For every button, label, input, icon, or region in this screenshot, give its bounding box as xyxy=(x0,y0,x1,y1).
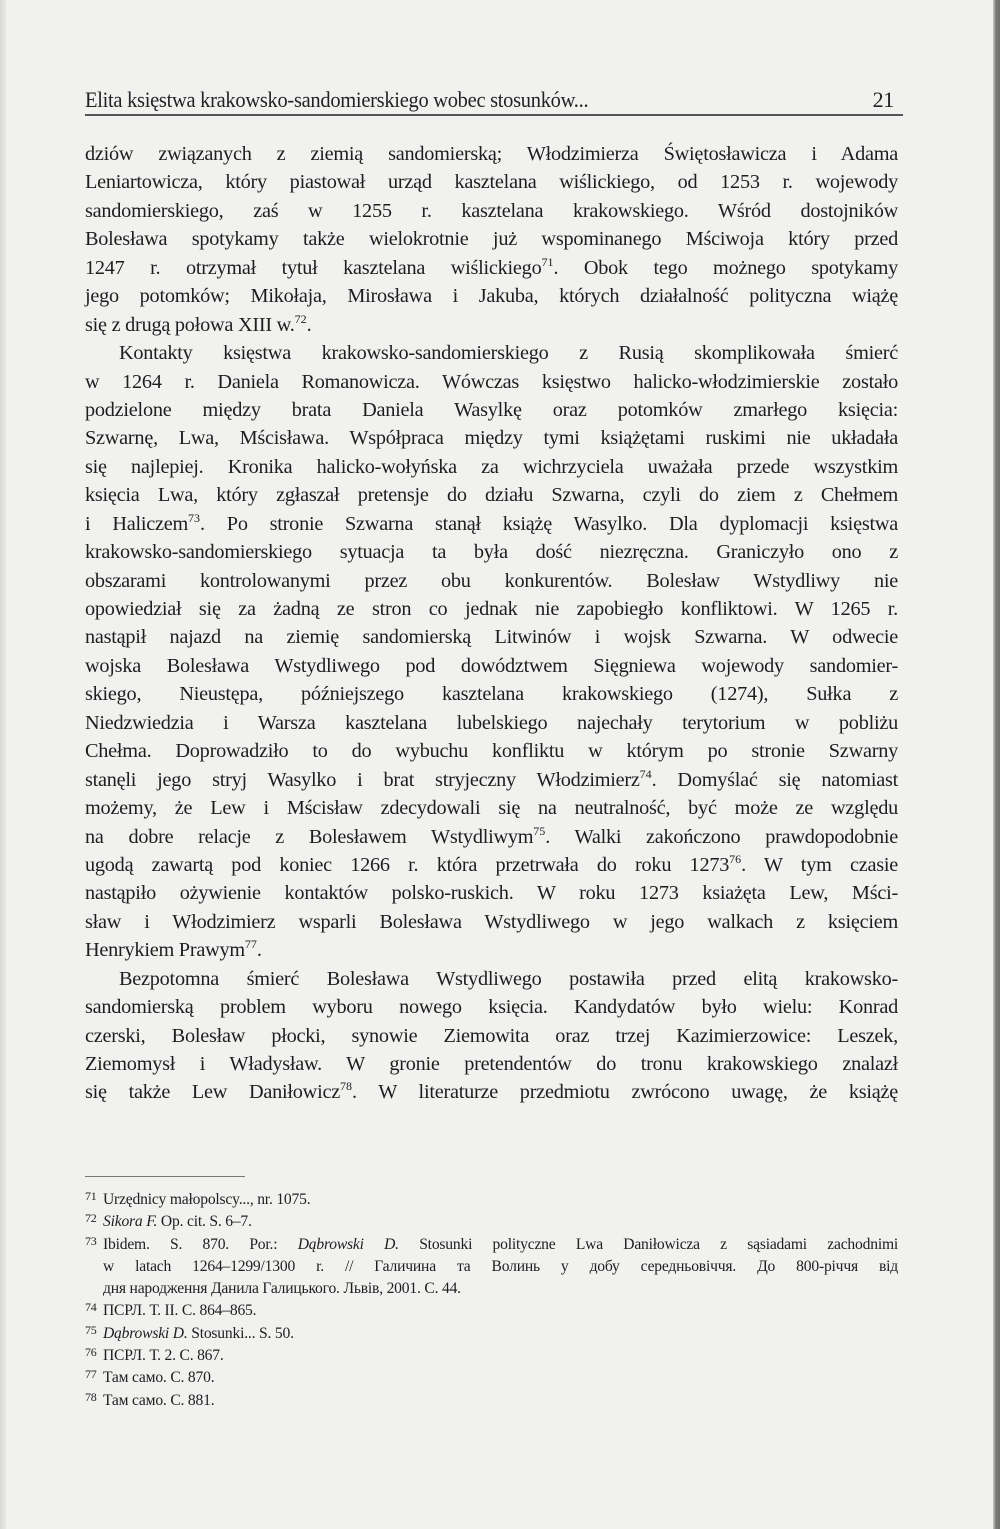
text-line: krakowsko-sandomierskiego sytuacja ta była dość niezręczna. Graniczyło ono z xyxy=(85,541,898,564)
text-line: skiego, Nieustępa, późniejszego kasztelana krakowskiego (1274), Sułka z xyxy=(85,683,898,706)
footnote-ref-78[interactable]: 78 xyxy=(339,1079,352,1094)
footnote-prefix: Ibidem. S. 870. Por.: xyxy=(103,1235,298,1253)
footnote-citation: Op. cit. S. 6–7. xyxy=(157,1213,252,1231)
footnote-author: Dąbrowski D. xyxy=(103,1324,188,1342)
text-line: w 1264 r. Daniela Romanowicza. Wówczas księstwo halicko-włodzimierskie zostało xyxy=(85,370,898,393)
footnote-number: 76 xyxy=(85,1345,97,1360)
footnote-ref-76[interactable]: 76 xyxy=(729,851,742,866)
text-line xyxy=(85,766,898,794)
text-line: nastąpił najazd na ziemię sandomierską Litwinów i wojsk Szwarna. W odwecie xyxy=(85,626,898,649)
paragraph-3 xyxy=(85,965,898,1107)
text-line: podzielone między brata Daniela Wasylkę oraz potomków zmarłego księcia: xyxy=(85,398,898,421)
footnote-ref-77[interactable]: 77 xyxy=(244,937,257,952)
text-segment: . W tym czasie xyxy=(741,853,898,876)
text-segment: Henrykiem Prawym xyxy=(85,939,245,962)
footnote-rule xyxy=(85,1176,245,1177)
text-segment: . Obok tego możnego spotykamy xyxy=(553,256,898,279)
text-line: Bezpotomna śmierć Bolesława Wstydliwego postawiła przed elitą krakowsko- xyxy=(119,967,898,990)
text-segment: . Domyślać się natomiast xyxy=(651,768,899,791)
footnote-74 xyxy=(85,1300,898,1322)
footnote-number: 72 xyxy=(85,1211,97,1226)
text-line: sandomierską problem wyboru nowego księcia. Kandydatów było wielu: Konrad xyxy=(85,996,898,1019)
footnote-ref-71[interactable]: 71 xyxy=(541,254,554,269)
text-segment: się z drugą połowa XIII w. xyxy=(85,313,295,336)
footnote-number: 77 xyxy=(85,1367,97,1382)
footnote-text: Urzędnicy małopolscy..., nr. 1075. xyxy=(103,1191,311,1208)
text-segment: . Walki zakończono prawdopodobnie xyxy=(545,825,898,848)
header-rule xyxy=(85,114,903,116)
running-header xyxy=(85,79,900,113)
text-line: dziów związanych z ziemią sandomierską; Włodzimierza Świętosławicza i Adama xyxy=(85,143,898,165)
footnote-ref-75[interactable]: 75 xyxy=(533,823,546,838)
text-line: jego potomków; Mikołaja, Mirosława i Jakuba, których działalność polityczna wiążę xyxy=(85,285,898,308)
text-line: sław i Włodzimierz wsparli Bolesława Wstydliwego w jego walkach z księciem xyxy=(85,910,898,933)
footnote-71 xyxy=(85,1189,898,1211)
text-line: czerski, Bolesław płocki, synowie Ziemowita oraz trzej Kazimierzowice: Leszek, xyxy=(85,1024,898,1047)
text-line: obszarami kontrolowanymi przez obu konkurentów. Bolesław Wstydliwy nie xyxy=(85,569,898,592)
footnote-text xyxy=(103,1234,898,1256)
footnote-ref-72[interactable]: 72 xyxy=(294,311,307,326)
footnote-number: 78 xyxy=(85,1389,97,1404)
text-line: Bolesława spotykamy także wielokrotnie już wspominanego Mściwoja który przed xyxy=(85,228,898,251)
footnote-ref-73[interactable]: 73 xyxy=(188,510,201,525)
text-line xyxy=(85,311,898,339)
text-line xyxy=(85,936,898,964)
footnote-text: Там само. С. 881. xyxy=(103,1391,215,1409)
footnote-text xyxy=(103,1323,898,1345)
footnote-citation: Stosunki... S. 50. xyxy=(187,1324,294,1342)
footnote-78 xyxy=(85,1390,898,1412)
footnote-text: ПСРЛ. Т. 2. С. 867. xyxy=(103,1347,224,1365)
footnote-ref-74[interactable]: 74 xyxy=(639,766,652,781)
text-segment: 1247 r. otrzymał tytuł kasztelana wiślickiego xyxy=(85,256,542,279)
footnote-author: Dąbrowski D. xyxy=(297,1235,399,1253)
text-line: Leniartowicza, który piastował urząd kasztelana wiślickiego, od 1253 r. wojewody xyxy=(85,171,898,194)
footnote-text-continued: w latach 1264–1299/1300 r. // Галичина та Волинь у добу середньовіччя. До 800-річчя від xyxy=(103,1257,898,1275)
footnote-text xyxy=(103,1211,898,1233)
footnotes xyxy=(85,1189,898,1412)
running-title: Elita księstwa krakowsko-sandomierskiego wobec stosunków... xyxy=(85,87,589,112)
paragraph-2 xyxy=(85,339,898,965)
footnote-77 xyxy=(85,1367,898,1389)
footnote-text: ПСРЛ. Т. II. С. 864–865. xyxy=(103,1302,257,1320)
text-line: Ziemomysł i Władysław. W gronie pretendentów do tronu krakowskiego znalazł xyxy=(85,1053,898,1075)
text-line xyxy=(85,510,898,538)
text-segment: . xyxy=(256,939,262,962)
text-line: księcia Lwa, który zgłaszał pretensje do działu Szwarna, czyli do ziem z Chełmem xyxy=(85,484,898,507)
footnote-76 xyxy=(85,1345,898,1367)
footnote-text-continued: дня народження Данила Галицького. Львів, 2001. С. 44. xyxy=(103,1280,461,1298)
text-line: sandomierskiego, zaś w 1255 r. kasztelana krakowskiego. Wśród dostojników xyxy=(85,199,898,222)
footnote-citation: Stosunki polityczne Lwa Daniłowicza z sąsiadami zachodnimi xyxy=(398,1235,899,1253)
footnote-73 xyxy=(85,1234,898,1301)
text-line: Szwarnę, Lwa, Mścisława. Współpraca między tymi książętami ruskimi nie układała xyxy=(85,427,898,450)
text-line xyxy=(85,254,898,282)
footnote-text: Там само. С. 870. xyxy=(103,1369,215,1387)
text-line: wojska Bolesława Wstydliwego pod dowództwem Sięgniewa wojewody sandomier- xyxy=(85,654,898,677)
text-line xyxy=(85,1078,898,1106)
page-left-edge xyxy=(0,0,6,1529)
text-line xyxy=(85,823,898,851)
text-line: nastąpiło ożywienie kontaktów polsko-ruskich. W roku 1273 ksiażęta Lew, Mści- xyxy=(85,882,898,905)
text-line: możemy, że Lew i Mścisław zdecydowali się na neutralność, być może ze względu xyxy=(85,797,898,820)
text-line: Chełma. Doprowadziło to do wybuchu konfliktu w którym po stronie Szwarny xyxy=(85,740,898,763)
footnote-72 xyxy=(85,1211,898,1233)
text-segment: ugodą zawartą pod koniec 1266 r. która przetrwała do roku 1273 xyxy=(85,853,730,876)
text-line: opowiedział się za żadną ze stron co jednak nie zapobiegło konfliktowi. W 1265 r. xyxy=(85,598,898,620)
text-line: się najlepiej. Kronika halicko-wołyńska za wichrzyciela uważała przede wszystkim xyxy=(85,455,898,478)
footnote-number: 74 xyxy=(85,1300,97,1315)
body-text xyxy=(85,140,898,1107)
footnote-author: Sikora F. xyxy=(103,1213,158,1231)
text-line: Kontakty księstwa krakowsko-sandomierskiego z Rusią skomplikowała śmierć xyxy=(119,342,898,365)
footnote-number: 71 xyxy=(85,1189,97,1203)
footnote-number: 73 xyxy=(85,1233,97,1248)
page-right-edge-shadow xyxy=(993,0,1000,1529)
text-segment: stanęli jego stryj Wasylko i brat stryjeczny Włodzimierz xyxy=(85,768,640,791)
text-segment: i Haliczem xyxy=(85,512,189,535)
footnote-number: 75 xyxy=(85,1322,97,1337)
paragraph-1 xyxy=(85,140,898,339)
text-segment: . Po stronie Szwarna stanął książę Wasylko. Dla dyplomacji księstwa xyxy=(200,512,898,535)
text-segment: . W literaturze przedmiotu zwrócono uwagę, że książę xyxy=(351,1081,898,1104)
text-segment: . xyxy=(306,313,312,336)
page-number: 21 xyxy=(872,87,894,112)
footnote-75 xyxy=(85,1323,898,1345)
text-segment: się także Lew Daniłowicz xyxy=(85,1081,340,1104)
text-segment: na dobre relacje z Bolesławem Wstydliwym xyxy=(85,825,534,848)
text-line xyxy=(85,851,898,879)
text-line: Niedzwiedzia i Warsza kasztelana lubelskiego najechały terytorium w pobliżu xyxy=(85,711,898,734)
